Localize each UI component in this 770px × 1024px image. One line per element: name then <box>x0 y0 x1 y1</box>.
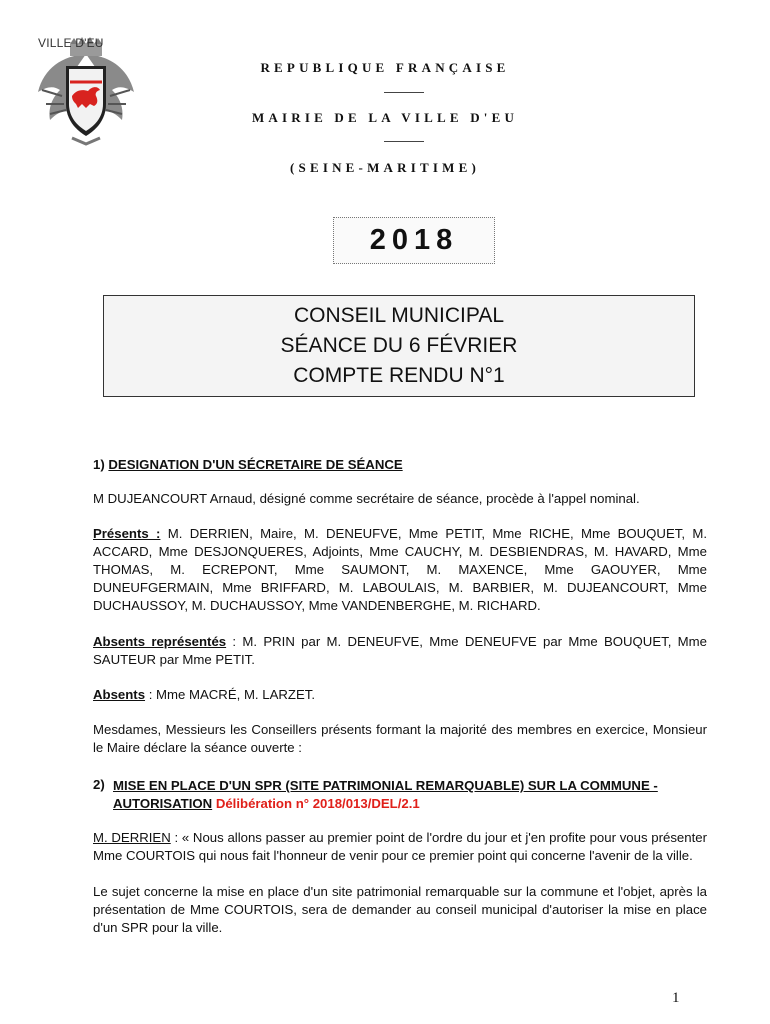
year-box <box>333 217 495 264</box>
presents-paragraph <box>93 525 707 615</box>
section2-heading <box>113 777 707 813</box>
deliberation-reference: Délibération n° 2018/013/DEL/2.1 <box>215 796 420 811</box>
represented-list: : M. PRIN par M. DENEUFVE, Mme DENEUFVE par Mme BOUQUET, Mme SAUTEUR par Mme PETIT. <box>93 634 707 667</box>
presents-list: M. DERRIEN, Maire, M. DENEUFVE, Mme PETIT, Mme RICHE, Mme BOUQUET, M. ACCARD, Mme DESJONQUERES, Adjoints, Mme CAUCHY, M. DESBIENDRAS, M. HAVARD, Mme THOMAS, M. ECREPONT, Mme SAUMONT, M. MAXENCE, Mme GAOUYER, Mme DUNEUFGERMAIN, Mme BRIFFARD, M. LABOULAIS, M. BARBIER, M. DUJEANCOURT, Mme DUCHAUSSOY, M. DUCHAUSSOY, Mme VANDENBERGHE, M. RICHARD. <box>93 526 707 613</box>
title-line: COMPTE RENDU N°1 <box>293 364 505 387</box>
section-number: 1) <box>93 457 105 472</box>
mairie-heading: MAIRIE DE LA VILLE D'EU <box>251 110 519 125</box>
section-title: MISE EN PLACE D'UN SPR (SITE PATRIMONIAL REMARQUABLE) SUR LA COMMUNE - <box>113 778 658 793</box>
year-text: 2018 <box>369 224 459 256</box>
speech-text: : « Nous allons passer au premier point de l'ordre du jour et j'en profite pour vous présenter Mme COURTOIS qui nous fait l'honneur de venir pour ce premier point qui concerne l'avenir de la ville. <box>93 830 707 863</box>
section-title-continued: AUTORISATION <box>113 796 213 811</box>
section-title: DESIGNATION D'UN SÉCRETAIRE DE SÉANCE <box>108 457 403 472</box>
page-number: 1 <box>672 990 680 1006</box>
region-heading: (SEINE-MARITIME) <box>290 160 480 175</box>
logo-lettering: VILLE D'EU <box>38 36 104 50</box>
coat-of-arms-logo <box>32 34 140 150</box>
speaker-name: M. DERRIEN <box>93 830 171 845</box>
absents-paragraph <box>93 686 707 704</box>
section-number: 2) <box>93 777 105 792</box>
speech-paragraph <box>93 829 707 865</box>
document-title-box <box>103 295 695 397</box>
header-divider <box>384 141 424 142</box>
section1-heading <box>93 456 707 474</box>
represented-paragraph <box>93 633 707 669</box>
presents-label: Présents : <box>93 526 161 541</box>
republic-heading: REPUBLIQUE FRANÇAISE <box>260 60 510 75</box>
absents-label: Absents <box>93 687 146 702</box>
header-divider <box>384 92 424 93</box>
represented-label: Absents représentés <box>93 634 227 649</box>
subject-paragraph: Le sujet concerne la mise en place d'un site patrimonial remarquable sur la commune et l'objet, après la présentation de Mme COURTOIS, sera de demander au conseil municipal d'autoriser la mise en place d'un SPR pour la ville. <box>93 884 707 935</box>
title-line: SÉANCE DU 6 FÉVRIER <box>280 334 518 357</box>
secretary-paragraph: M DUJEANCOURT Arnaud, désigné comme secrétaire de séance, procède à l'appel nominal. <box>93 491 640 506</box>
absents-list: : Mme MACRÉ, M. LARZET. <box>145 687 316 702</box>
title-line: CONSEIL MUNICIPAL <box>293 304 505 327</box>
quorum-paragraph: Mesdames, Messieurs les Conseillers présents formant la majorité des membres en exercice, Monsieur le Maire déclare la séance ouverte : <box>93 722 707 755</box>
